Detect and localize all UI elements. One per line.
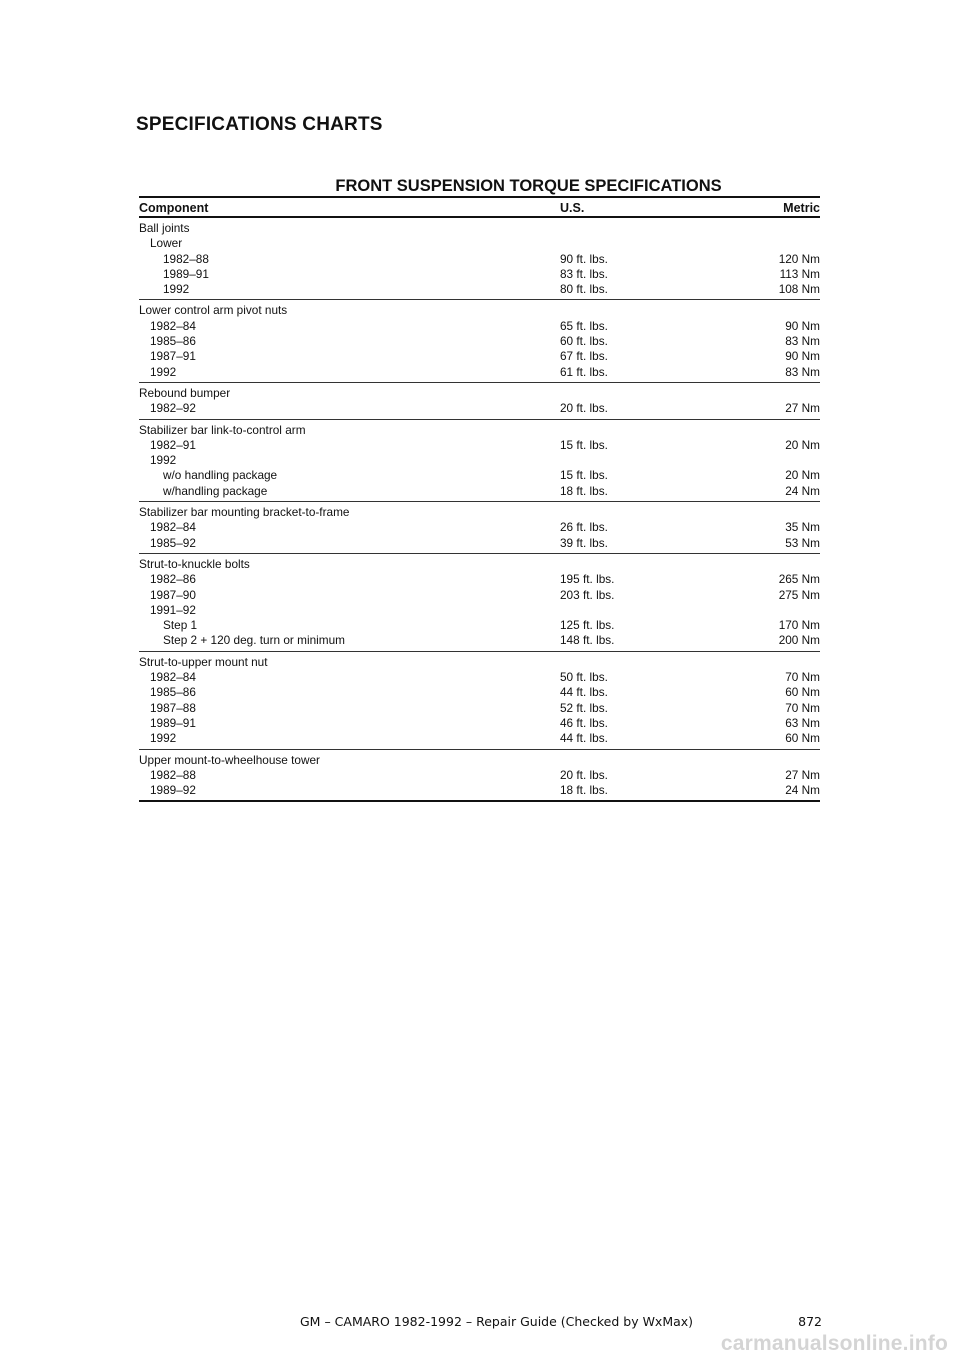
component-cell: Upper mount-to-wheelhouse tower — [139, 752, 320, 767]
us-value-cell: 83 ft. lbs. — [560, 266, 608, 281]
page-number: 872 — [798, 1314, 822, 1329]
table-row — [139, 520, 820, 535]
us-value-cell — [560, 386, 732, 401]
us-value-cell: 39 ft. lbs. — [560, 535, 608, 550]
component-cell: Stabilizer bar link-to-control arm — [139, 422, 306, 437]
metric-value-cell: 120 Nm — [778, 251, 820, 266]
us-value-cell: 18 ft. lbs. — [560, 783, 608, 798]
component-cell: 1985–86 — [150, 685, 196, 700]
metric-value-cell: 35 Nm — [785, 520, 820, 535]
us-value-cell — [560, 655, 732, 670]
metric-value-cell: 24 Nm — [785, 483, 820, 498]
table-row — [139, 572, 820, 587]
table-group — [139, 218, 820, 300]
component-cell: 1982–84 — [150, 520, 196, 535]
component-cell: Strut-to-knuckle bolts — [139, 556, 250, 571]
page-heading: SPECIFICATIONS CHARTS — [136, 114, 383, 135]
component-cell: Step 1 — [163, 618, 198, 633]
metric-value-cell: 90 Nm — [785, 318, 820, 333]
component-cell: Rebound bumper — [139, 385, 231, 400]
table-group — [139, 652, 820, 750]
metric-value-cell — [732, 236, 820, 251]
metric-value-cell: 83 Nm — [785, 364, 820, 379]
column-header-us: U.S. — [560, 201, 585, 215]
us-value-cell: 148 ft. lbs. — [560, 633, 615, 648]
metric-value-cell — [732, 753, 820, 768]
us-value-cell: 61 ft. lbs. — [560, 364, 608, 379]
us-value-cell — [560, 453, 732, 468]
metric-value-cell: 70 Nm — [785, 670, 820, 685]
table-row — [139, 685, 820, 700]
us-value-cell: 65 ft. lbs. — [560, 318, 608, 333]
component-cell: 1982–84 — [150, 318, 196, 333]
table-row — [139, 236, 820, 251]
table-group — [139, 300, 820, 382]
table-row — [139, 282, 820, 297]
us-value-cell: 80 ft. lbs. — [560, 282, 608, 297]
component-cell: 1987–88 — [150, 700, 196, 715]
table-header — [139, 196, 820, 218]
metric-value-cell: 70 Nm — [785, 700, 820, 715]
watermark: carmanualsonline.info — [720, 1332, 948, 1355]
table-body — [139, 218, 820, 802]
us-value-cell: 46 ft. lbs. — [560, 715, 608, 730]
table-row — [139, 484, 820, 499]
table-row — [139, 453, 820, 468]
metric-value-cell: 24 Nm — [785, 783, 820, 798]
us-value-cell — [560, 557, 732, 572]
us-value-cell: 60 ft. lbs. — [560, 334, 608, 349]
table-row — [139, 731, 820, 746]
table-row — [139, 753, 820, 768]
component-cell: w/handling package — [163, 483, 268, 498]
table-row — [139, 588, 820, 603]
table-row — [139, 349, 820, 364]
component-cell: 1992 — [150, 453, 177, 468]
us-value-cell: 20 ft. lbs. — [560, 401, 608, 416]
us-value-cell: 52 ft. lbs. — [560, 700, 608, 715]
table-row — [139, 334, 820, 349]
component-cell: 1989–91 — [150, 715, 196, 730]
component-cell: 1982–92 — [150, 401, 196, 416]
us-value-cell: 15 ft. lbs. — [560, 437, 608, 452]
column-header-metric: Metric — [783, 201, 820, 215]
component-cell: Lower control arm pivot nuts — [139, 303, 288, 318]
table-group — [139, 502, 820, 554]
metric-value-cell: 27 Nm — [785, 401, 820, 416]
table-row — [139, 221, 820, 236]
table-row — [139, 783, 820, 798]
component-cell: 1982–88 — [163, 251, 209, 266]
table-row — [139, 319, 820, 334]
metric-value-cell — [732, 453, 820, 468]
metric-value-cell: 90 Nm — [785, 349, 820, 364]
component-cell: 1982–84 — [150, 670, 196, 685]
us-value-cell: 50 ft. lbs. — [560, 670, 608, 685]
table-group — [139, 554, 820, 652]
component-cell: 1987–90 — [150, 587, 196, 602]
component-cell: Step 2 + 120 deg. turn or minimum — [163, 633, 345, 648]
table-row — [139, 618, 820, 633]
table-row — [139, 468, 820, 483]
metric-value-cell — [732, 303, 820, 318]
table-group — [139, 750, 820, 803]
us-value-cell — [560, 603, 732, 618]
metric-value-cell: 265 Nm — [778, 572, 820, 587]
component-cell: 1992 — [150, 364, 177, 379]
metric-value-cell — [732, 386, 820, 401]
us-value-cell: 18 ft. lbs. — [560, 483, 608, 498]
us-value-cell: 15 ft. lbs. — [560, 468, 608, 483]
component-cell: w/o handling package — [163, 468, 278, 483]
us-value-cell: 26 ft. lbs. — [560, 520, 608, 535]
table-row — [139, 670, 820, 685]
metric-value-cell: 63 Nm — [785, 715, 820, 730]
us-value-cell: 90 ft. lbs. — [560, 251, 608, 266]
component-cell: 1992 — [150, 731, 177, 746]
us-value-cell — [560, 221, 732, 236]
table-row — [139, 423, 820, 438]
metric-value-cell: 200 Nm — [778, 633, 820, 648]
metric-value-cell — [732, 505, 820, 520]
us-value-cell: 44 ft. lbs. — [560, 731, 608, 746]
table-group — [139, 420, 820, 502]
page-footer — [300, 1314, 822, 1329]
us-value-cell — [560, 505, 732, 520]
metric-value-cell: 60 Nm — [785, 731, 820, 746]
component-cell: 1982–91 — [150, 437, 196, 452]
table-group — [139, 383, 820, 420]
table-row — [139, 505, 820, 520]
component-cell: 1991–92 — [150, 602, 196, 617]
metric-value-cell: 60 Nm — [785, 685, 820, 700]
column-header-component: Component — [139, 201, 209, 215]
us-value-cell: 44 ft. lbs. — [560, 685, 608, 700]
metric-value-cell: 170 Nm — [778, 618, 820, 633]
table-row — [139, 401, 820, 416]
component-cell: 1985–92 — [150, 535, 196, 550]
table-row — [139, 557, 820, 572]
us-value-cell: 195 ft. lbs. — [560, 572, 615, 587]
metric-value-cell: 53 Nm — [785, 535, 820, 550]
component-cell: 1987–91 — [150, 349, 196, 364]
component-cell: 1989–91 — [163, 266, 209, 281]
us-value-cell — [560, 236, 732, 251]
table-row — [139, 536, 820, 551]
table-row — [139, 267, 820, 282]
us-value-cell: 67 ft. lbs. — [560, 349, 608, 364]
table-title: FRONT SUSPENSION TORQUE SPECIFICATIONS — [335, 177, 722, 195]
component-cell: 1992 — [163, 282, 190, 297]
table-row — [139, 303, 820, 318]
table-row — [139, 716, 820, 731]
component-cell: 1985–86 — [150, 334, 196, 349]
metric-value-cell: 83 Nm — [785, 334, 820, 349]
us-value-cell: 125 ft. lbs. — [560, 618, 615, 633]
component-cell: Ball joints — [139, 221, 190, 235]
metric-value-cell — [732, 603, 820, 618]
table-row — [139, 438, 820, 453]
us-value-cell — [560, 303, 732, 318]
table-row — [139, 252, 820, 267]
component-cell: Lower — [150, 236, 183, 251]
table-row — [139, 365, 820, 380]
component-cell: 1982–88 — [150, 767, 196, 782]
metric-value-cell: 113 Nm — [779, 266, 820, 281]
component-cell: Stabilizer bar mounting bracket-to-frame — [139, 505, 350, 520]
torque-spec-table — [139, 176, 820, 802]
table-row — [139, 655, 820, 670]
metric-value-cell: 27 Nm — [785, 767, 820, 782]
footer-text: GM – CAMARO 1982-1992 – Repair Guide (Checked by WxMax) — [300, 1314, 694, 1329]
table-row — [139, 768, 820, 783]
metric-value-cell: 20 Nm — [785, 468, 820, 483]
component-cell: Strut-to-upper mount nut — [139, 654, 268, 669]
us-value-cell: 20 ft. lbs. — [560, 767, 608, 782]
table-row — [139, 633, 820, 648]
us-value-cell — [560, 753, 732, 768]
metric-value-cell: 275 Nm — [778, 587, 820, 602]
us-value-cell — [560, 423, 732, 438]
metric-value-cell: 108 Nm — [778, 282, 820, 297]
metric-value-cell: 20 Nm — [785, 437, 820, 452]
table-row — [139, 603, 820, 618]
metric-value-cell — [732, 221, 820, 236]
component-cell: 1982–86 — [150, 572, 196, 587]
table-row — [139, 701, 820, 716]
metric-value-cell — [732, 557, 820, 572]
metric-value-cell — [732, 655, 820, 670]
table-row — [139, 386, 820, 401]
us-value-cell: 203 ft. lbs. — [560, 587, 615, 602]
metric-value-cell — [732, 423, 820, 438]
component-cell: 1989–92 — [150, 783, 196, 798]
